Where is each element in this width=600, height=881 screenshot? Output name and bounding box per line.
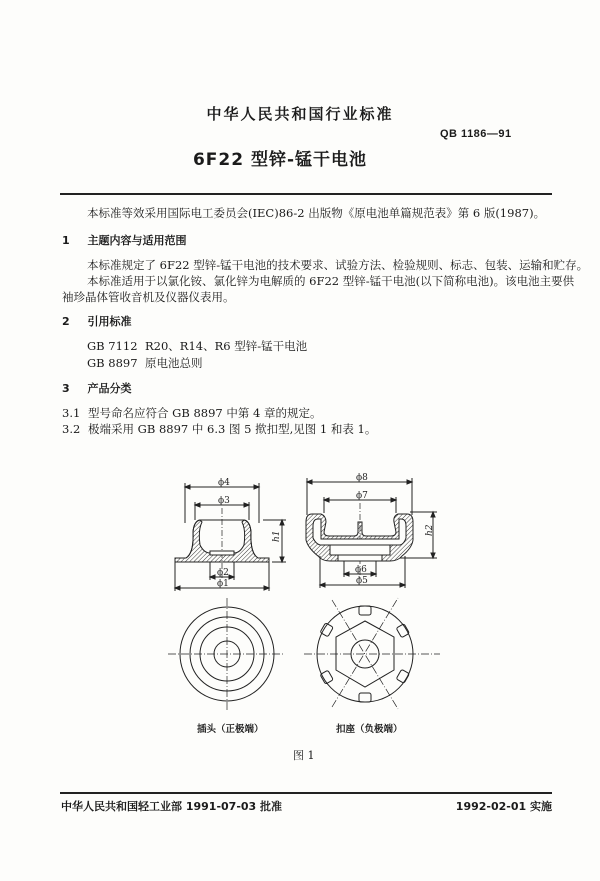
socket-section-view <box>306 478 437 588</box>
reference-code: GB 8897 <box>87 356 138 370</box>
footer-divider <box>60 792 552 794</box>
section-1-paragraph-2: 本标准适用于以氯化铵、氯化锌为电解质的 6F22 型锌-锰干电池(以下简称电池)。该电池主要供 <box>87 274 575 288</box>
dim-label-phi5: ϕ5 <box>356 576 368 586</box>
reference-title: R20、R14、R6 型锌-锰干电池 <box>145 339 308 353</box>
plug-section-view <box>175 483 286 591</box>
dim-label-phi4: ϕ4 <box>218 478 230 488</box>
clause-number: 3.1 <box>62 406 81 420</box>
dim-label-phi8: ϕ8 <box>356 473 368 483</box>
section-number: 2 <box>62 315 70 328</box>
section-number: 1 <box>62 234 70 247</box>
document-title: 6F22 型锌-锰干电池 <box>192 150 368 170</box>
socket-plan-view <box>304 598 440 709</box>
clause-text: 极端采用 GB 8897 中 6.3 图 5 揿扣型,见图 1 和表 1。 <box>88 422 377 436</box>
section-1-paragraph-1: 本标准规定了 6F22 型锌-锰干电池的技术要求、试验方法、检验规则、标志、包装、运输和贮存。 <box>87 258 589 272</box>
dim-label-phi6: ϕ6 <box>355 565 367 575</box>
section-title: 引用标准 <box>87 315 132 328</box>
dim-label-phi3: ϕ3 <box>218 496 230 506</box>
section-title: 主题内容与适用范围 <box>87 234 187 247</box>
socket-caption: 扣座（负极端） <box>336 724 403 735</box>
effective-date: 1992-02-01 实施 <box>455 800 552 813</box>
dim-label-phi7: ϕ7 <box>356 491 368 501</box>
reference-title: 原电池总则 <box>145 356 203 370</box>
issuing-organization: 中华人民共和国行业标准 <box>206 105 394 123</box>
dim-label-phi1: ϕ1 <box>217 579 229 589</box>
dim-label-phi2: ϕ2 <box>217 568 229 578</box>
plug-caption: 插头（正极端） <box>197 724 264 735</box>
plug-plan-view <box>168 598 284 712</box>
clause-number: 3.2 <box>62 422 81 436</box>
standard-number: QB 1186—91 <box>440 128 512 140</box>
figure-caption: 图 1 <box>293 749 315 762</box>
approval-line: 中华人民共和国轻工业部 1991-07-03 批准 <box>61 800 283 813</box>
clause-text: 型号命名应符合 GB 8897 中第 4 章的规定。 <box>88 406 322 420</box>
dim-label-h2: h2 <box>425 524 435 536</box>
intro-paragraph: 本标准等效采用国际电工委员会(IEC)86-2 出版物《原电池单篇规范表》第 6 版(1987)。 <box>87 206 546 220</box>
section-number: 3 <box>62 382 70 395</box>
section-title: 产品分类 <box>87 382 132 395</box>
dim-label-h1: h1 <box>272 530 282 542</box>
section-1-paragraph-2-cont: 袖珍晶体管收音机及仪器仪表用。 <box>62 290 235 304</box>
reference-code: GB 7112 <box>87 339 138 353</box>
